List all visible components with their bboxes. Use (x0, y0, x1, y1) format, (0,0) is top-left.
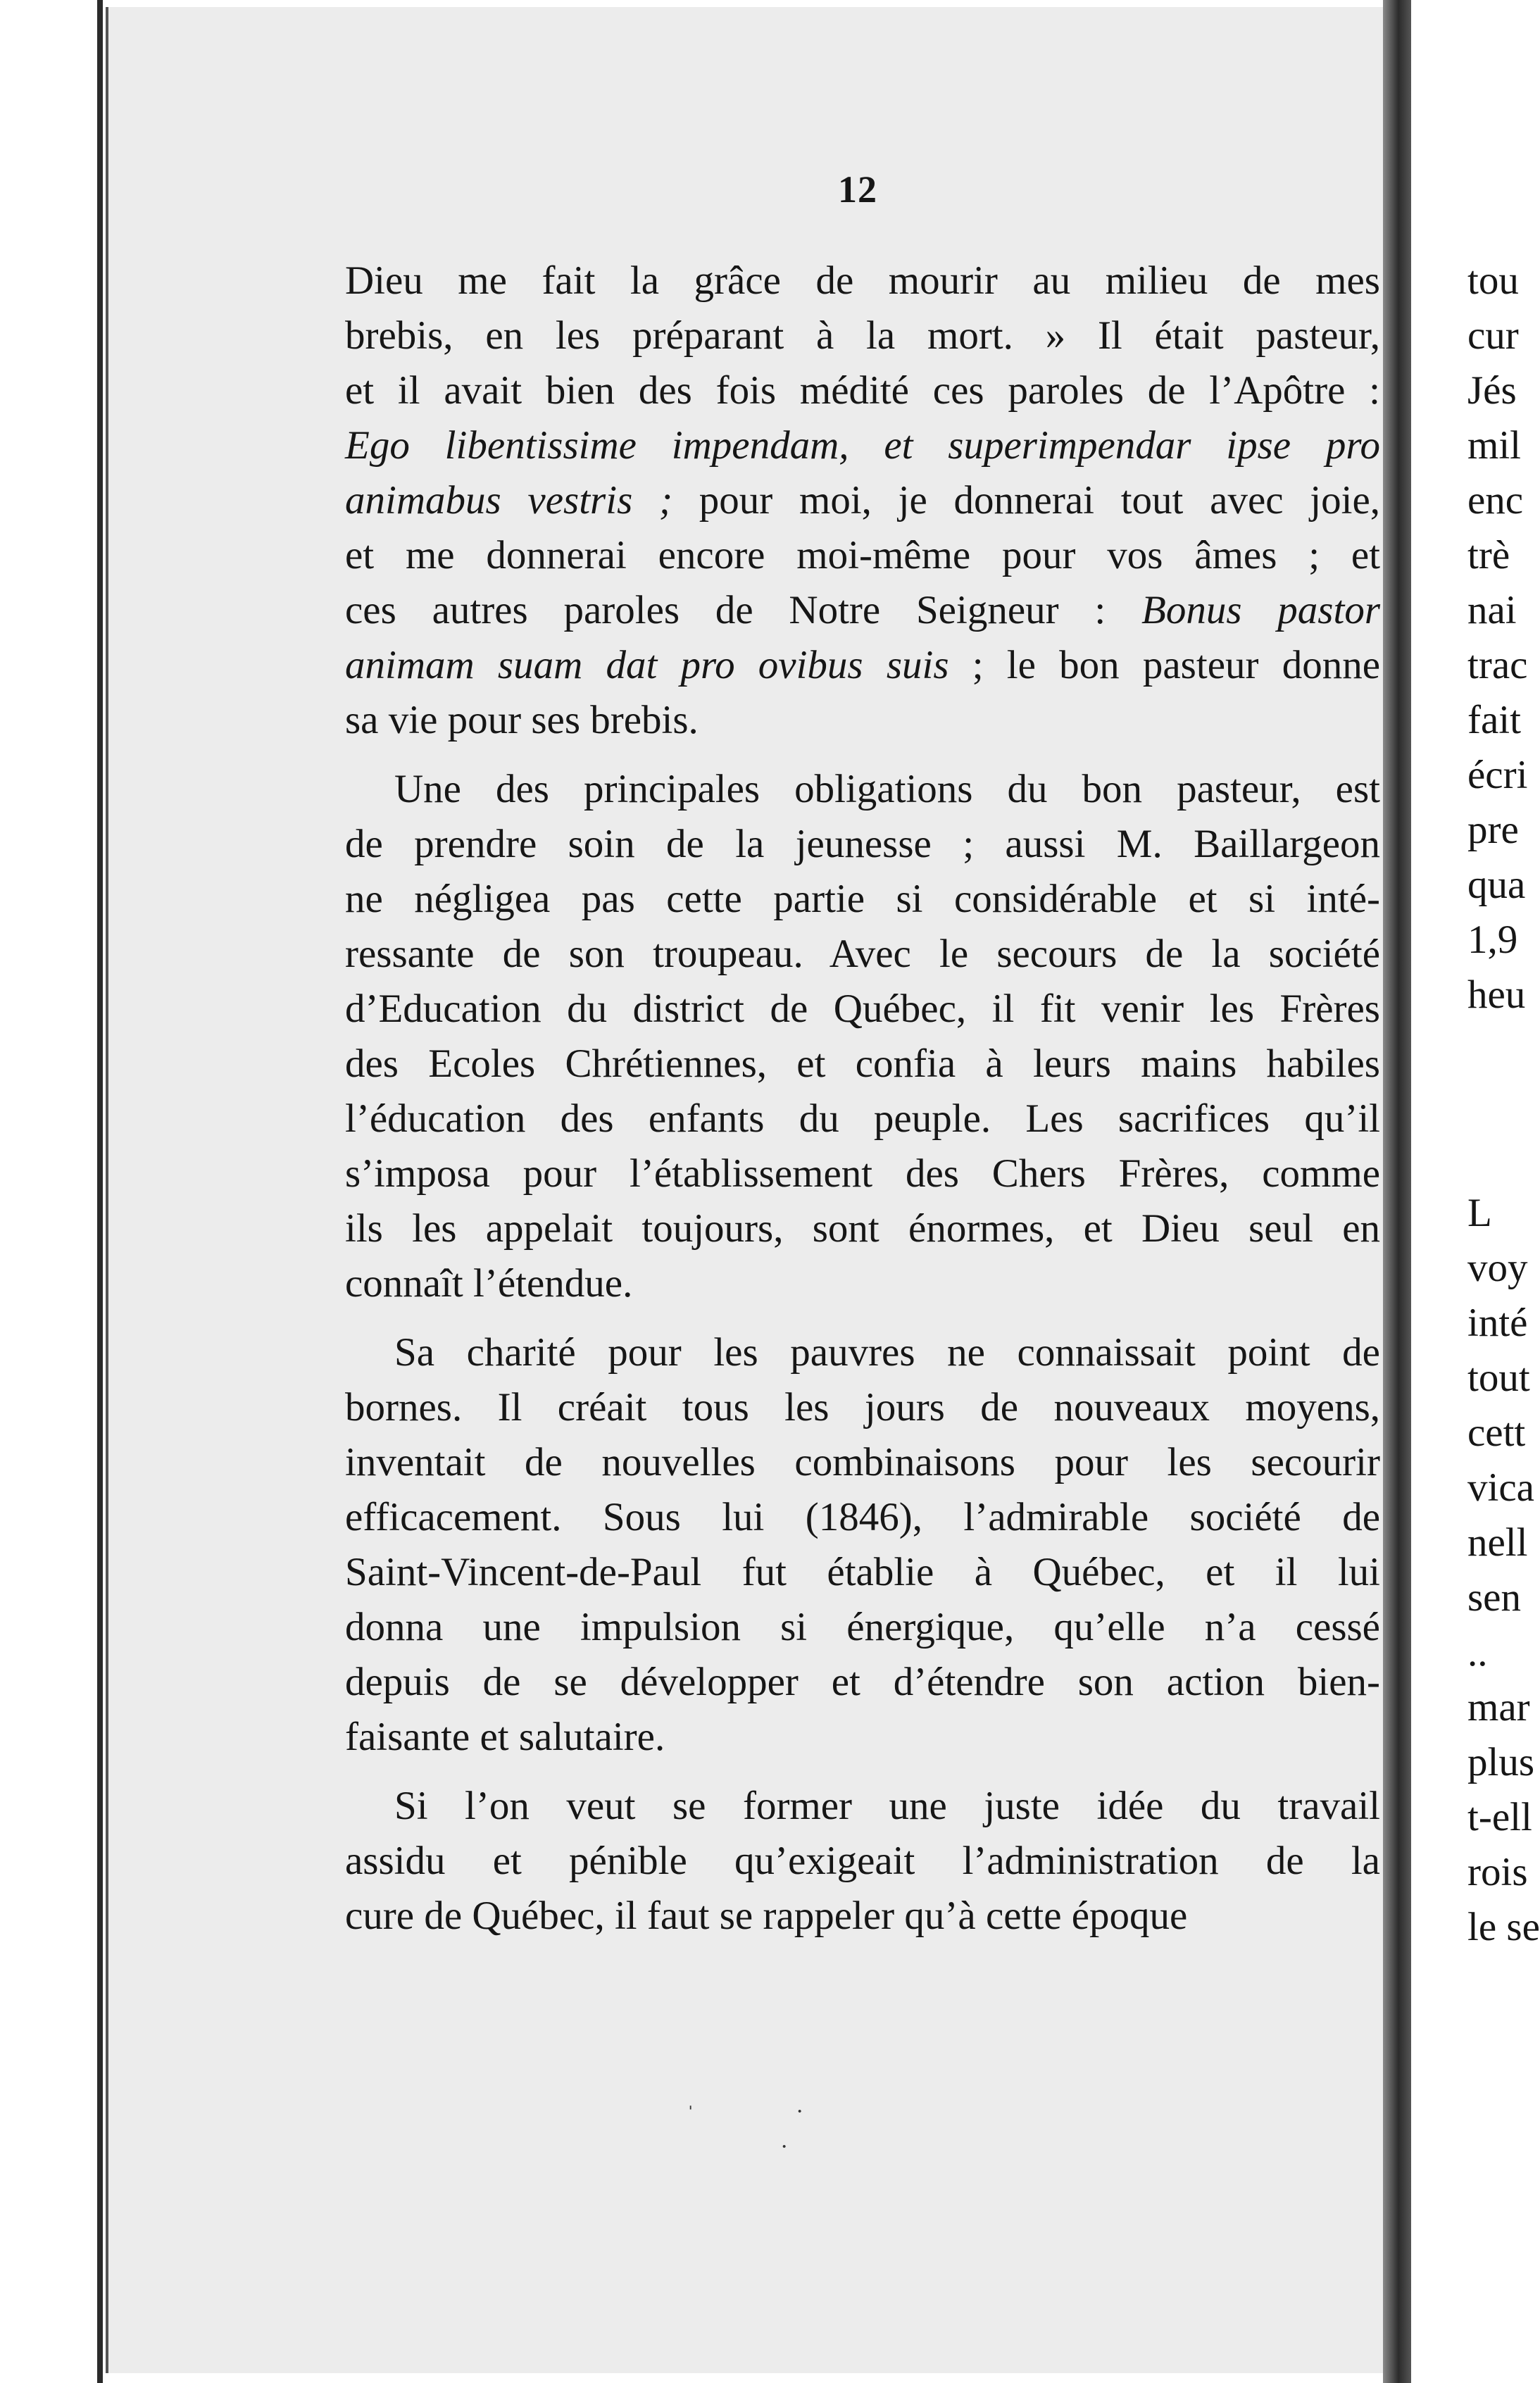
adjacent-page-fragment-line: mar (1467, 1685, 1530, 1730)
text-line (345, 1201, 1380, 1256)
adjacent-page-fragment-line: cur (1467, 313, 1519, 358)
text-run: Dieu me fait la grâce de mourir au milieu de mes (345, 258, 1380, 303)
text-run: bornes. Il créait tous les jours de nouveaux moyens, (345, 1385, 1380, 1430)
text-run: de prendre soin de la jeunesse ; aussi M. Baillargeon (345, 822, 1380, 866)
text-line (345, 1490, 1380, 1545)
text-run: et il avait bien des fois médité ces paroles de l’Apôtre : (345, 368, 1380, 413)
adjacent-page-fragment-line: enc (1467, 478, 1524, 523)
text-line (345, 1889, 1380, 1944)
italic-latin-quote: Ego libentissime impendam, et superimpendar ipse pro (345, 423, 1380, 468)
text-line (345, 254, 1380, 308)
text-run: Saint-Vincent-de-Paul fut établie à Québec, et il lui (345, 1550, 1380, 1594)
adjacent-page-fragment-line: t-ell (1467, 1795, 1532, 1839)
adjacent-page-lines-top (1411, 254, 1527, 1022)
adjacent-page-fragment-line: qua (1467, 863, 1526, 907)
adjacent-page-fragment (1411, 0, 1540, 2383)
text-line (345, 1600, 1380, 1655)
adjacent-page-fragment-line: rois (1467, 1850, 1528, 1894)
text-line (345, 1380, 1380, 1435)
text-line (345, 1655, 1380, 1710)
adjacent-page-fragment-line: écri (1467, 753, 1528, 797)
text-run: ne négligea pas cette partie si considérable et si inté- (345, 877, 1380, 921)
text-line (345, 1545, 1380, 1600)
text-run: donna une impulsion si énergique, qu’elle n’a cessé (345, 1605, 1380, 1649)
paragraph-gap (345, 748, 1380, 762)
text-line (345, 1435, 1380, 1490)
text-line (345, 1779, 1380, 1834)
text-line (345, 872, 1380, 927)
text-line (345, 1325, 1380, 1380)
text-run: l’éducation des enfants du peuple. Les sacrifices qu’il (345, 1096, 1380, 1141)
text-run: cure de Québec, il faut se rappeler qu’à cette époque (345, 1894, 1188, 1938)
adjacent-page-fragment-line: sen (1467, 1575, 1521, 1620)
adjacent-page-fragment-line: Jés (1467, 368, 1517, 413)
text-run: depuis de se développer et d’étendre son action bien- (345, 1660, 1380, 1704)
text-line (345, 473, 1380, 528)
text-line (345, 1710, 1380, 1765)
text-line (345, 528, 1380, 583)
text-run: ressante de son troupeau. Avec le secours de la société (345, 932, 1380, 976)
text-run: Une des principales obligations du bon pasteur, est (394, 767, 1380, 811)
text-run: ces autres paroles de Notre Seigneur : (345, 588, 1142, 632)
text-line (345, 982, 1380, 1037)
adjacent-page-fragment-line: voy (1467, 1246, 1528, 1290)
text-line (345, 1834, 1380, 1889)
adjacent-page-fragment-line: tou (1467, 258, 1519, 303)
text-line (345, 1146, 1380, 1201)
text-line (345, 1092, 1380, 1146)
text-run: sa vie pour ses brebis. (345, 698, 699, 742)
page-edge-line (97, 0, 103, 2383)
adjacent-page-fragment-line: 1,9 (1467, 918, 1518, 962)
text-line (345, 693, 1380, 748)
adjacent-page-fragment-line: trè (1467, 533, 1510, 577)
text-run: ; le bon pasteur donne (949, 643, 1380, 687)
adjacent-page-fragment-line: pre (1467, 808, 1519, 852)
text-run: d’Education du district de Québec, il fit venir les Frères (345, 987, 1380, 1031)
text-run: ils les appelait toujours, sont énormes, et Dieu seul en (345, 1206, 1380, 1251)
body-text (345, 254, 1380, 1944)
adjacent-page-fragment-line: nai (1467, 588, 1517, 632)
text-run: brebis, en les préparant à la mort. » Il était pasteur, (345, 313, 1380, 358)
paragraph-gap (345, 1765, 1380, 1779)
adjacent-page-fragment-line: inté (1467, 1301, 1528, 1345)
adjacent-page-fragment-line: .. (1467, 1630, 1488, 1675)
print-speck: ˈ (687, 2102, 695, 2128)
text-line (345, 927, 1380, 982)
text-run: connaît l’étendue. (345, 1261, 633, 1306)
text-run: Si l’on veut se former une juste idée du travail (394, 1784, 1380, 1828)
text-run: efficacement. Sous lui (1846), l’admirable société de (345, 1495, 1380, 1539)
text-line (345, 817, 1380, 872)
adjacent-page-fragment-line: vica (1467, 1465, 1534, 1510)
print-speck: · (796, 2099, 804, 2125)
text-run: s’imposa pour l’établissement des Chers Frères, comme (345, 1151, 1380, 1196)
left-margin-strip (0, 0, 92, 2383)
text-line (345, 583, 1380, 638)
adjacent-page-fragment-line: fait (1467, 698, 1521, 742)
paragraph-gap (345, 1311, 1380, 1325)
text-run: faisante et salutaire. (345, 1715, 665, 1759)
print-speck: · (780, 2134, 789, 2160)
adjacent-page-fragment-line: nell (1467, 1520, 1528, 1565)
book-spine (1383, 0, 1411, 2383)
text-line (345, 1256, 1380, 1311)
page-number: 12 (838, 168, 877, 211)
text-run: et me donnerai encore moi-même pour vos âmes ; et (345, 533, 1380, 577)
text-run: des Ecoles Chrétiennes, et confia à leurs mains habiles (345, 1042, 1380, 1086)
text-line (345, 363, 1380, 418)
italic-latin-quote: Bonus pastor (1141, 588, 1381, 632)
adjacent-page-fragment-line: le se (1467, 1905, 1540, 1949)
adjacent-page-fragment-line: L (1467, 1191, 1492, 1235)
adjacent-page-fragment-line: mil (1467, 423, 1522, 468)
text-line (345, 418, 1380, 473)
adjacent-page-fragment-line: heu (1467, 972, 1526, 1017)
adjacent-page-fragment-line: tout (1467, 1356, 1530, 1400)
text-run: Sa charité pour les pauvres ne connaissait point de (394, 1330, 1380, 1375)
italic-latin-quote: animam suam dat pro ovibus suis (345, 643, 949, 687)
adjacent-page-lines-bottom (1411, 1186, 1540, 1955)
text-run: assidu et pénible qu’exigeait l’administration de la (345, 1839, 1380, 1883)
text-run: inventait de nouvelles combinaisons pour les secourir (345, 1440, 1380, 1484)
adjacent-page-fragment-line: cett (1467, 1411, 1526, 1455)
adjacent-page-fragment-line: trac (1467, 643, 1528, 687)
adjacent-page-fragment-line: plus (1467, 1740, 1535, 1784)
text-line (345, 762, 1380, 817)
text-line (345, 638, 1380, 693)
text-run: pour moi, je donnerai tout avec joie, (672, 478, 1381, 523)
text-line (345, 1037, 1380, 1092)
italic-latin-quote: animabus vestris ; (345, 478, 672, 523)
text-line (345, 308, 1380, 363)
